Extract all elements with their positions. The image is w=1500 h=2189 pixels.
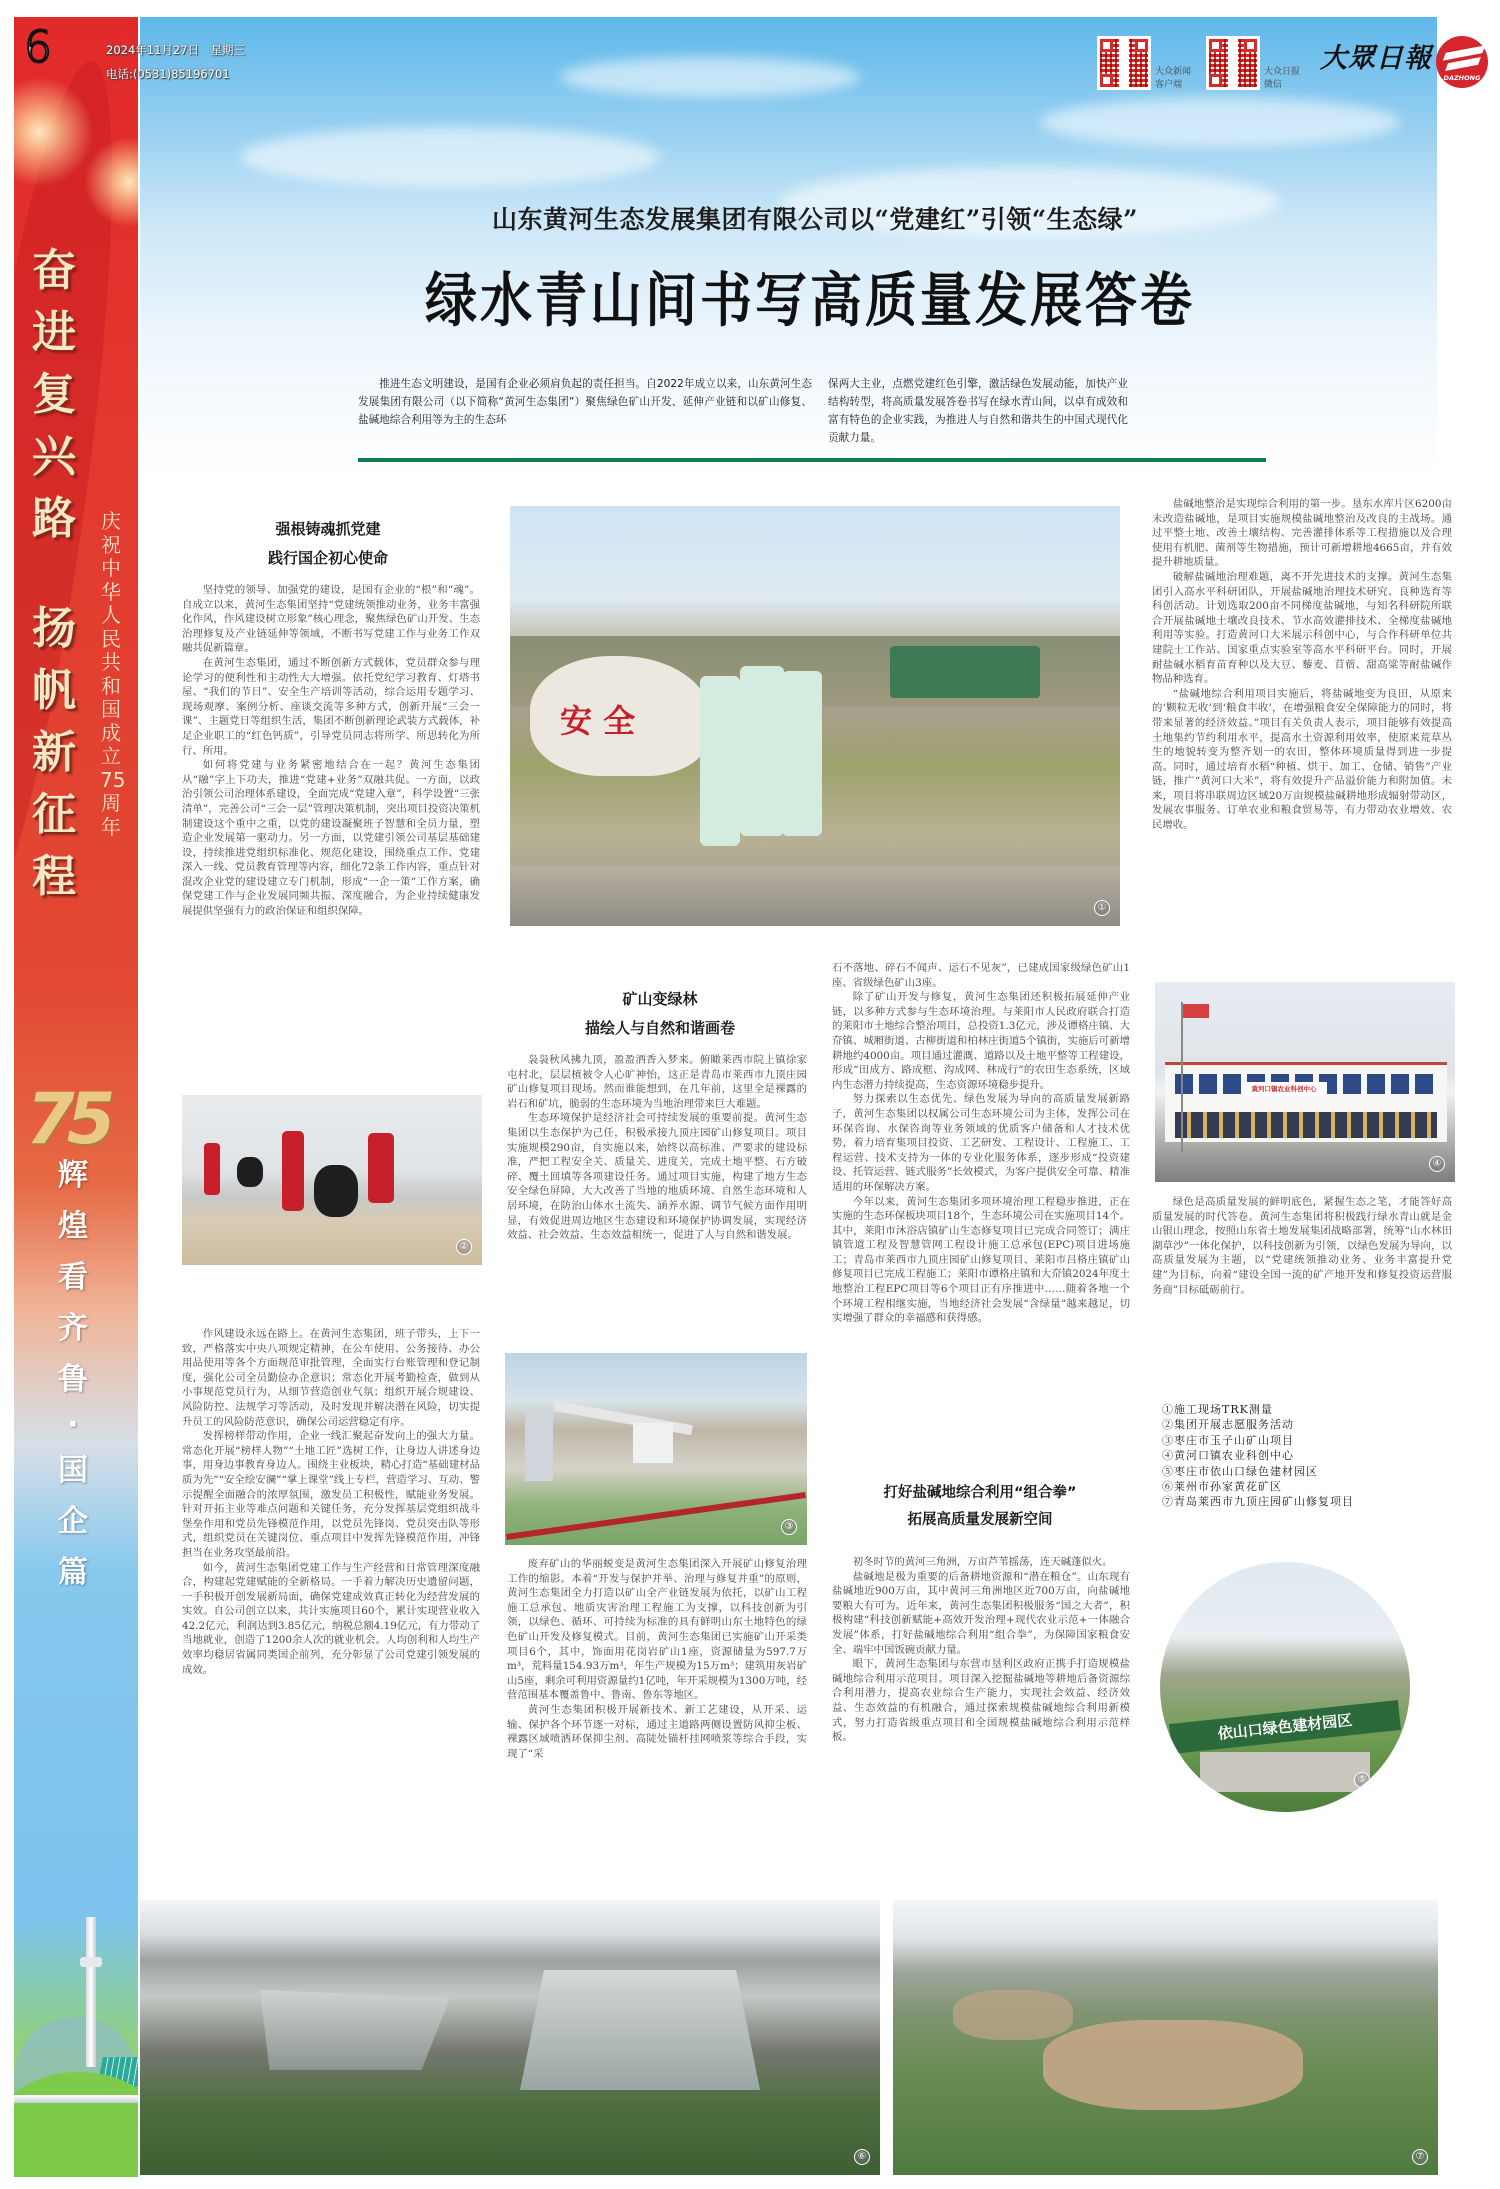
section3-text-block1: 初冬时节的黄河三角洲，万亩芦苇摇荡，连天碱蓬似火。 盐碱地是极为重要的后备耕地资源和“潜在粮仓”。山东现有盐碱地近900万亩，其中黄河三角洲地区近700万亩，向盐碱地要粮大有可为。近年来，黄河生态集团积极服务“国之大者”，积极构建“科技创新赋能+高效开发治理+现代农业示范+一体融合发展”体系，打好盐碱地综合利用“组合拳”，为保障国家粮食安全、端牢中国饭碗贡献力量。 眼下，黄河生态集团与东营市垦利区政府正携手打造规模盐碱地综合利用示范项目。项目深入挖掘盐碱地等耕地后备资源综合利用潜力，提高农业综合生产能力，实现社会效益、经济效益、生态效益的有机融合，通过探索规模盐碱地综合利用新模式，努力打造省级重点项目和全国规模盐碱地综合利用示范样板。 — [832, 1556, 1130, 1744]
qr-label-wechat: 大众日报 微信 — [1264, 67, 1301, 90]
slogan-part2: 扬帆新征程 — [32, 603, 76, 902]
photo-captions — [1162, 1402, 1462, 1510]
tv-tower-icon — [86, 1917, 96, 2067]
lead-paragraph-part1: 推进生态文明建设，是国有企业必须肩负起的责任担当。自2022年成立以来，山东黄河生态发展集团有限公司（以下简称“黄河生态集团”）聚焦绿色矿山开发、延伸产业链和以矿山修复、盐碱地综合利用等为主的生态环 — [358, 378, 812, 426]
photo-sunjia-mine-area — [140, 1900, 880, 2175]
section1-text-block1: 坚持党的领导、加强党的建设，是国有企业的“根”和“魂”。自成立以来，黄河生态集团坚持“党建统领推动业务，业务丰富强化作风，作风建设树立形象”核心理念，聚焦绿色矿山开发、生态治理修复及产业链延伸等领域，不断书写党建工作与业务工作双融共促新篇章。 在黄河生态集团，通过不断创新方式载体，党员群众参与理论学习的便利性和主动性大大增强。依托党纪学习教育、灯塔书屋、“我们的节日”、安全生产培训等活动，综合运用专题学习、现场观摩、案例分析、座谈交流等多种方式，创新开展“三会一课”、主题党日等组织生活，集团不断创新理论武装方式载体，补足企业职工的“红色钙质”，引导党员同志将所学、所思转化为所行、所用。 如何将党建与业务紧密地结合在一起？黄河生态集团从“融”字上下功夫，推进“党建+业务”双融共促。一方面，以政治引领公司治理体系建设，全面完成“党建入章”，科学设置“三张清单”，完善公司“三会一层”管理决策机制，突出项目投资决策机制建设这个重中之重，以党的建设凝聚班子智慧和全员力量，塑造企业发展第一驱动力。另一方面，以党建引领公司基层基础建设，持续推进党组织标准化、规范化建设，围绕重点工作、党建深入一线、党员教育管理等内容，细化72条工作内容，重点针对混改企业党的建设建立专门机制，形成“一企一策”工作方案，确保党建工作与企业发展同频共振、深度融合，为企业持续健康发展提供坚强有力的政治保证和组织保障。 — [182, 584, 480, 918]
section2-text-block1: 袅袅秋风拂九顶，盈盈酒香入梦来。俯瞰莱西市院上镇徐家屯村北，层层植被令人心旷神怡，这正是青岛市莱西市九顶庄园矿山修复项目现场。然而谁能想到，在几年前，这里全是裸露的岩石和矿坑，脆弱的生态环境为当地治理带来巨大难题。 生态环境保护是经济社会可持续发展的重要前提。黄河生态集团以生态保护为己任，积极承接九顶庄园矿山修复项目。项目实施规模290亩，自实施以来，始终以高标准、严要求的建设标准，严把工程安全关、质量关、进度关，完成土地平整、石方破碎、覆土回填等各项建设任务。通过项目实施，构建了地方生态安全绿色屏障，大大改善了当地的地质环境、自然生态环境和人居环境，在防治山体水土流失、涵养水源、调节气候方面作用明显，有效促进周边地区生态建设和环境保护协调发展，实现经济效益、社会效益、生态效益相统一，促进了人与自然和谐发展。 — [507, 1054, 807, 1242]
photo-number-badge: ⑥ — [854, 2149, 870, 2165]
newspaper-masthead: 大眾日報 — [1320, 43, 1432, 74]
caption-6: ⑥莱州市孙家黄花矿区 — [1162, 1480, 1282, 1494]
section2-text-block2: 废弃矿山的华丽蜕变是黄河生态集团深入开展矿山修复治理工作的缩影。本着“开发与保护并举、治理与修复并重”的原则，黄河生态集团全力打造以矿山全产业链发展为依托，以矿山工程施工总承包、地质灾害治理工程施工为支撑，以科技创新为引领，以绿色、循环、可持续为标准的具有鲜明山东土地特色的绿色矿山开发及修复模式。目前，黄河生态集团已实施矿山开采类项目6个，其中，饰面用花岗岩矿山1座，资源储量为597.7万m³，荒料量154.93万m³，年生产规模为15万m³；建筑用灰岩矿山5座，剩余可利用资源量约1亿吨，年开采规模为1300万吨，经营范围基本覆盖鲁中、鲁南、鲁东等地区。 黄河生态集团积极开展新技术、新工艺建设，从开采、运输、保护各个环节逐一对标，通过主道路两侧设置防风抑尘板、裸露区域喷洒环保抑尘剂、高陡处锚杆挂网喷浆等综合手段，实现了“采 — [507, 1558, 807, 1760]
photo-volunteer-activity — [182, 1095, 482, 1265]
celebration-text: 庆祝中华人民共和国成立75周年 — [100, 509, 126, 839]
series-title: 辉 煌 看 齐 鲁 · 国 企 篇 — [58, 1158, 88, 1590]
photo-agri-innovation-center — [1155, 982, 1455, 1182]
qr-code-news-client[interactable] — [1097, 36, 1151, 90]
caption-7: ⑦青岛莱西市九顶庄园矿山修复项目 — [1162, 1495, 1354, 1509]
lead-paragraph-part2: 保两大主业，点燃党建红色引擎，激活绿色发展动能，加快产业结构转型，将高质量发展答卷书写在绿水青山间，以卓有成效和富有特色的企业实践，为推进人与自然和谐共生的中国式现代化贡献力量。 — [828, 378, 1128, 444]
article-headline: 绿水青山间书写高质量发展答卷 — [424, 268, 1195, 336]
caption-1: ①施工现场TRK测量 — [1162, 1403, 1273, 1416]
dazhong-logo — [1436, 36, 1488, 88]
photo-number-badge: ⑦ — [1412, 2149, 1428, 2165]
caption-4: ④黄河口镇农业科创中心 — [1162, 1449, 1294, 1463]
divider-rule — [358, 458, 1266, 462]
section1-text-block2: 作风建设永远在路上。在黄河生态集团，班子带头，上下一致，严格落实中央八项规定精神，在公车使用、公务接待、办公用品使用等各个方面规范审批管理，全面实行台账管理和登记制度，强化公司全员勤俭办企意识；常态化开展考勤检查，做到从小事规范党员行为，从细节营造创业气氛；组织开展合规建设、风险防控、法规学习等活动，及时发现并解决潜在风险，切实提升员工的风险防范意识，确保公司运营稳定有序。 发挥榜样带动作用，企业一线汇聚起奋发向上的强大力量。常态化开展“榜样人物”“土地工匠”选树工作，让身边人讲述身边事，用身边事教育身边人。围绕主业板块，精心打造“基础建材品质为先”“安全绘安澜”“掌上课堂”线上专栏，营造学习、互动、警示提醒全面融合的浓厚氛围，激发员工积极性，赋能业务发展。针对开拓主业等难点问题和关键任务，充分发挥基层党组织战斗堡垒作用和党员先锋模范作用，以党员先锋岗、党员突击队等形式，组织党员在关键岗位、重点项目中发挥先锋模范作用，冲锋担当在业务攻坚最前沿。 如今，黄河生态集团党建工作与生产经营和日常管理深度融合，构建起党建赋能的全新格局。一手着力解决历史遗留问题，一手积极开创发展新局面，确保党建成效真正转化为经营发展的实效。自公司创立以来，共计实施项目60个，累计实现营业收入42.2亿元，利润达到3.85亿元，纳税总额4.19亿元，有力带动了当地就业，创造了1200余人次的就业机会。人均创利和人均生产效率均稳居省属同类国企前列，充分彰显了公司党建引领发展的成效。 — [182, 1328, 480, 1676]
qr-code-icon — [1100, 39, 1148, 87]
anniversary-75: 75 — [26, 1078, 108, 1160]
section-title-party-building: 强根铸魂抓党建 践行国企初心使命 — [267, 520, 388, 567]
caption-3: ③枣庄市玉子山矿山项目 — [1162, 1433, 1294, 1447]
photo-number-badge: ③ — [781, 1519, 797, 1535]
article-kicker: 山东黄河生态发展集团有限公司以“党建红”引领“生态绿” — [491, 205, 1139, 234]
qr-code-wechat[interactable] — [1206, 36, 1260, 90]
center-sign-text: 黄河口镇农业科创中心 — [1251, 1085, 1317, 1093]
photo-number-badge: ① — [1094, 900, 1110, 916]
page-number: 6 — [24, 22, 52, 73]
photo-construction-site-survey — [510, 506, 1120, 926]
slogan-part1: 奋进复兴路 — [32, 245, 76, 544]
qr-code-icon — [1209, 39, 1257, 87]
park-sign-text: 依山口绿色建材园区 — [1216, 1710, 1354, 1744]
safety-sign-text: 安 全 — [560, 702, 636, 740]
phone-number: 电话:(0531)85196701 — [106, 67, 230, 81]
train-icon — [14, 2095, 138, 2103]
section-title-saline-land: 打好盐碱地综合利用“组合拳” 拓展高质量发展新空间 — [883, 1485, 1077, 1528]
issue-date: 2024年11月27日 星期三 — [106, 43, 246, 57]
photo-number-badge: ⑤ — [1354, 1772, 1370, 1788]
section3-text-block3: 绿色是高质量发展的鲜明底色，紧握生态之笔，才能答好高质量发展的时代答卷。黄河生态集团将积极践行绿水青山就是金山银山理念，按照山东省土地发展集团战略部署，统筹“山水林田湖草沙”一体化保护，以科技创新为引领，以绿色发展为导向，以高质量发展为主题，以“党建统领推动业务、业务丰富提升党建”为目标，向着“建设全国一流的矿产地开发和修复投资运营服务商”目标砥砺前行。 — [1152, 1196, 1452, 1296]
section3-text-block2: 盐碱地整治是实现综合利用的第一步。垦东水库片区6200亩未改造盐碱地，是项目实施规模盐碱地整治及改良的主战场。通过平整土地、改善土壤结构、完善灌排体系等工程措施以及合理使用有机肥、菌剂等生物措施，预计可新增耕地4665亩，并有效提升耕地质量。 破解盐碱地治理难题，离不开先进技术的支撑。黄河生态集团引入高水平科研团队，开展盐碱地治理技术研究、良种选育等科创活动。计划选取200亩不同梯度盐碱地，与知名科研院所联合开展盐碱地土壤改良技术、节水高效灌排技术、全梯度盐碱地利用等实验。打造黄河口大米展示科创中心，与合作科研单位共建院士工作站、国家重点实验室等高水平科研平台。同时，开展耐盐碱水稻育苗育种以及大豆、藜麦、苜蓿、甜高粱等耐盐碱作物品种选育。 “盐碱地综合利用项目实施后，将盐碱地变为良田，从原来的‘颗粒无收’到‘粮食丰收’，在增强粮食安全保障能力的同时，将带来显著的经济效益。”项目有关负责人表示，项目能够有效提高土地集约节约利用水平，提高水土资源利用效率，使原来荒草丛生的地貌转变为整齐划一的农田，整体环境质量得到进一步提高。同时，通过培育水稻“种植、烘干、加工、仓储、销售”产业链，推广“黄河口大米”，将有效提升产品溢价能力和附加值。未来，项目将串联周边区域20万亩规模盐碱耕地形成辐射带动区，发展农事服务、订单农业和粮食贸易等，有力带动农业增效、农民增收。 — [1152, 498, 1452, 832]
photo-yishankou-park — [1160, 1562, 1410, 1812]
photo-jiuding-manor-restoration — [893, 1900, 1438, 2175]
qr-label-news-client: 大众新闻 客户端 — [1155, 67, 1192, 90]
section2-text-block3: 石不落地、碎石不闻声、运石不见灰”，已建成国家级绿色矿山1座、省级绿色矿山3座。 除了矿山开发与修复，黄河生态集团还积极拓展延伸产业链，以多种方式参与生态环境治理。与莱阳市人民政府联合打造的莱阳市土地综合整治项目，总投资1.3亿元，涉及谭格庄镇、大夼镇、城厢街道、古柳街道和柏林庄街道5个镇街，实施后可新增耕地约4000亩。项目通过灌溉、道路以及土地平整等工程建设，形成“田成方、路成框、沟成网、林成行”的农田生态系统，区域内生态潜力持续提高，生态资源环境稳步提升。 努力探索以生态优先、绿色发展为导向的高质量发展新路子，黄河生态集团以权属公司生态环境公司为主体，发挥公司在环保咨询、水保咨询等业务领域的优质客户储备和人才技术优势，着力培育集项目投资、工艺研发、工程设计、工程施工、工程运营、技术支持为一体的专业化服务体系，逐步形成“投资建设、托管运营、链式服务”长效模式，为客户提供安全可靠、精准适用的环保解决方案。 今年以来，黄河生态集团多项环境治理工程稳步推进，正在实施的生态环保板块项目18个，生态环境公司在实施项目14个。其中，莱阳市沐浴店镇矿山生态修复项目已完成合同签订；满庄镇管道工程及智慧管网工程设计施工总承包(EPC)项目进场施工；青岛市莱西市九顶庄园矿山修复项目、莱阳市吕格庄镇矿山修复项目已完成工程施工；莱阳市谭格庄镇和大夼镇2024年度土地整治工程EPC项目等6个项目正有序推进中……随着各地一个个环境工程相继实施，当地经济社会发展“含绿量”越来越足，切实增强了群众的幸福感和获得感。 — [832, 962, 1130, 1325]
photo-number-badge: ② — [456, 1239, 472, 1255]
caption-2: ②集团开展志愿服务活动 — [1162, 1418, 1294, 1432]
photo-number-badge: ④ — [1429, 1156, 1445, 1172]
section-title-mine-restoration: 矿山变绿林 描绘人与自然和谐画卷 — [584, 990, 735, 1037]
photo-yuzishan-mine — [505, 1353, 807, 1545]
caption-5: ⑤枣庄市依山口绿色建材园区 — [1162, 1464, 1318, 1478]
logo-text: DAZHONG — [1443, 74, 1481, 82]
